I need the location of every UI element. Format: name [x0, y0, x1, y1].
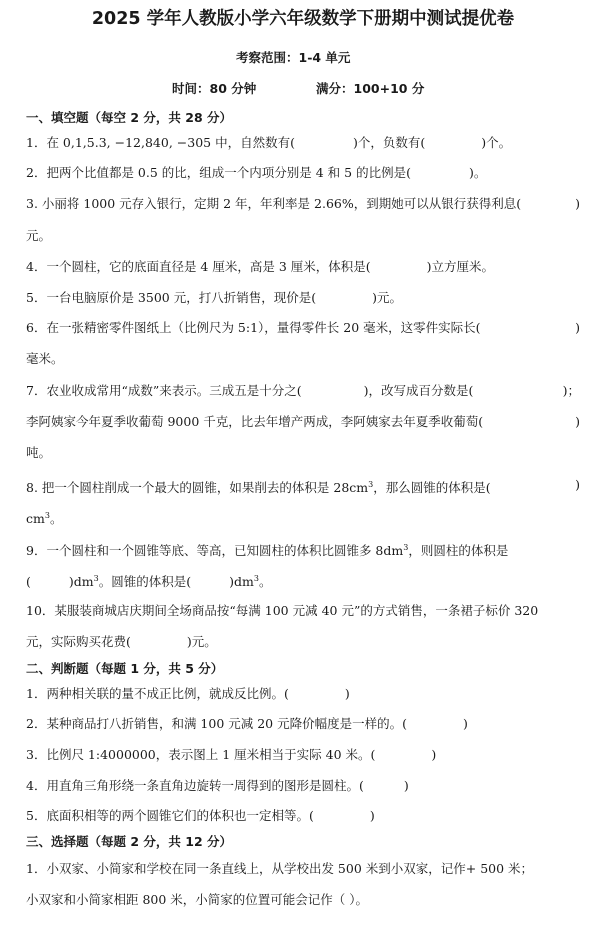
question-8-unit-sup: 3: [44, 511, 50, 520]
section-fill-blank-heading: 一、填空题（每空 2 分，共 28 分）: [26, 110, 233, 125]
question-9-text-g: 。: [258, 574, 272, 590]
question-4: [26, 259, 494, 275]
question-7-paren-close: ): [575, 414, 580, 429]
question-8-paren-close: ): [575, 477, 580, 492]
question-8-unit-text: cm: [26, 511, 45, 527]
judge-3: [26, 747, 436, 763]
question-7-semicolon: )；: [562, 383, 580, 398]
question-9-text-b: ，则圆柱的体积是: [408, 543, 509, 559]
question-2-text-b: )。: [468, 165, 487, 180]
exam-time: 时间：80 分钟: [172, 81, 257, 96]
question-3: [26, 196, 521, 212]
judge-2-close: ): [463, 716, 468, 731]
question-8-text-a: 8. 把一个圆柱削成一个最大的圆锥，如果削去的体积是 28cm: [26, 480, 369, 496]
judge-1-text: 1．两种相关联的量不成正比例，就成反比例。(: [26, 686, 289, 701]
question-7-line-2: 李阿姨家今年夏季收葡萄 9000 千克，比去年增产两成，李阿姨家去年夏季收葡萄(: [26, 414, 484, 429]
question-9-d-sup: 3: [93, 574, 99, 583]
question-3-unit: 元。: [26, 228, 52, 243]
judge-5-close: ): [369, 808, 375, 823]
question-1: [26, 135, 511, 151]
question-5-text-b: )元。: [372, 290, 402, 305]
question-9: [26, 540, 508, 559]
question-9-f-sup: 3: [253, 574, 259, 583]
question-6-paren-close: ): [575, 320, 580, 335]
question-10-line-2: [26, 634, 217, 650]
question-6-unit: 毫米。: [26, 351, 64, 366]
judge-3-text: 3．比例尺 1:4000000，表示图上 1 厘米相当于实际 40 米。(: [26, 747, 376, 762]
question-8-sup: 3: [368, 480, 374, 489]
judge-1: [26, 686, 350, 702]
question-7: [26, 383, 473, 399]
judge-4-text: 4．用直角三角形绕一条直角边旋转一周得到的图形是圆柱。(: [26, 778, 364, 793]
question-2: [26, 165, 486, 181]
judge-4-close: ): [403, 778, 409, 793]
question-7-text-b: )，改写成百分数是(: [363, 383, 474, 398]
question-9-line-2: [26, 571, 271, 590]
judge-4: [26, 778, 409, 794]
question-1-text-a: 1．在 0,1,5.3, −12,840, −305 中，自然数有(: [26, 135, 295, 150]
section-judgement-heading: 二、判断题（每题 1 分，共 5 分）: [26, 661, 224, 676]
exam-title: 2025 学年人教版小学六年级数学下册期中测试提优卷: [91, 9, 515, 29]
question-5: [26, 290, 402, 306]
question-1-text-b: )个，负数有(: [352, 135, 426, 150]
exam-full-score: 满分：100+10 分: [316, 81, 425, 96]
question-8-unit: [26, 508, 62, 527]
question-4-text-a: 4．一个圆柱，它的底面直径是 4 厘米，高是 3 厘米，体积是(: [26, 259, 371, 274]
question-4-text-b: )立方厘米。: [426, 259, 495, 274]
question-9-text-f: )dm: [229, 574, 254, 590]
choice-1: 1．小双家、小简家和学校在同一条直线上，从学校出发 500 米到小双家，记作+ 500 米；: [26, 861, 534, 876]
exam-scope: 考察范围：1-4 单元: [236, 50, 351, 65]
question-3-paren-close: ): [575, 196, 580, 211]
question-10-text-c: )元。: [186, 634, 217, 649]
question-1-text-c: )个。: [481, 135, 512, 150]
judge-2-text: 2．某种商品打八折销售，和满 100 元减 20 元降价幅度是一样的。(: [26, 716, 407, 731]
question-6: [26, 320, 481, 336]
question-8-text-b: ，那么圆锥的体积是(: [373, 480, 491, 496]
question-3-text-a: 3. 小丽将 1000 元存入银行，定期 2 年，年利率是 2.66%，到期她可以从银行获得利息(: [26, 196, 522, 211]
choice-1-line-2: 小双家和小简家相距 800 米，小简家的位置可能会记作（ ）。: [26, 892, 369, 907]
question-2-text-a: 2．把两个比值都是 0.5 的比，组成一个内项分别是 4 和 5 的比例是(: [26, 165, 411, 180]
question-9-text-e: 。圆锥的体积是(: [98, 574, 192, 590]
judge-2: [26, 716, 468, 732]
question-9-text-a: 9．一个圆柱和一个圆锥等底、等高，已知圆柱的体积比圆锥多 8dm: [26, 543, 404, 559]
judge-1-close: ): [344, 686, 350, 701]
section-choice-heading: 三、选择题（每题 2 分，共 12 分）: [26, 834, 233, 849]
judge-3-close: ): [431, 747, 437, 762]
question-9-text-d: )dm: [68, 574, 94, 590]
question-8: [26, 477, 491, 496]
question-9-text-c: (: [26, 574, 31, 590]
question-10: 10．某服装商城店庆期间全场商品按“每满 100 元减 40 元”的方式销售，一条裙子标价 320: [26, 603, 539, 618]
question-5-text-a: 5．一台电脑原价是 3500 元，打八折销售，现价是(: [26, 290, 317, 305]
question-6-text-a: 6．在一张精密零件图纸上（比例尺为 5:1），量得零件长 20 毫米，这零件实际长(: [26, 320, 481, 335]
question-9-sup: 3: [403, 543, 409, 552]
question-7-text-a: 7．农业收成常用“成数”来表示。三成五是十分之(: [26, 383, 302, 398]
question-7-unit: 吨。: [26, 445, 52, 460]
judge-5: [26, 808, 375, 824]
judge-5-text: 5．底面积相等的两个圆锥它们的体积也一定相等。(: [26, 808, 314, 823]
question-8-unit-period: 。: [49, 511, 63, 527]
question-10-text-b: 元，实际购买花费(: [26, 634, 131, 649]
